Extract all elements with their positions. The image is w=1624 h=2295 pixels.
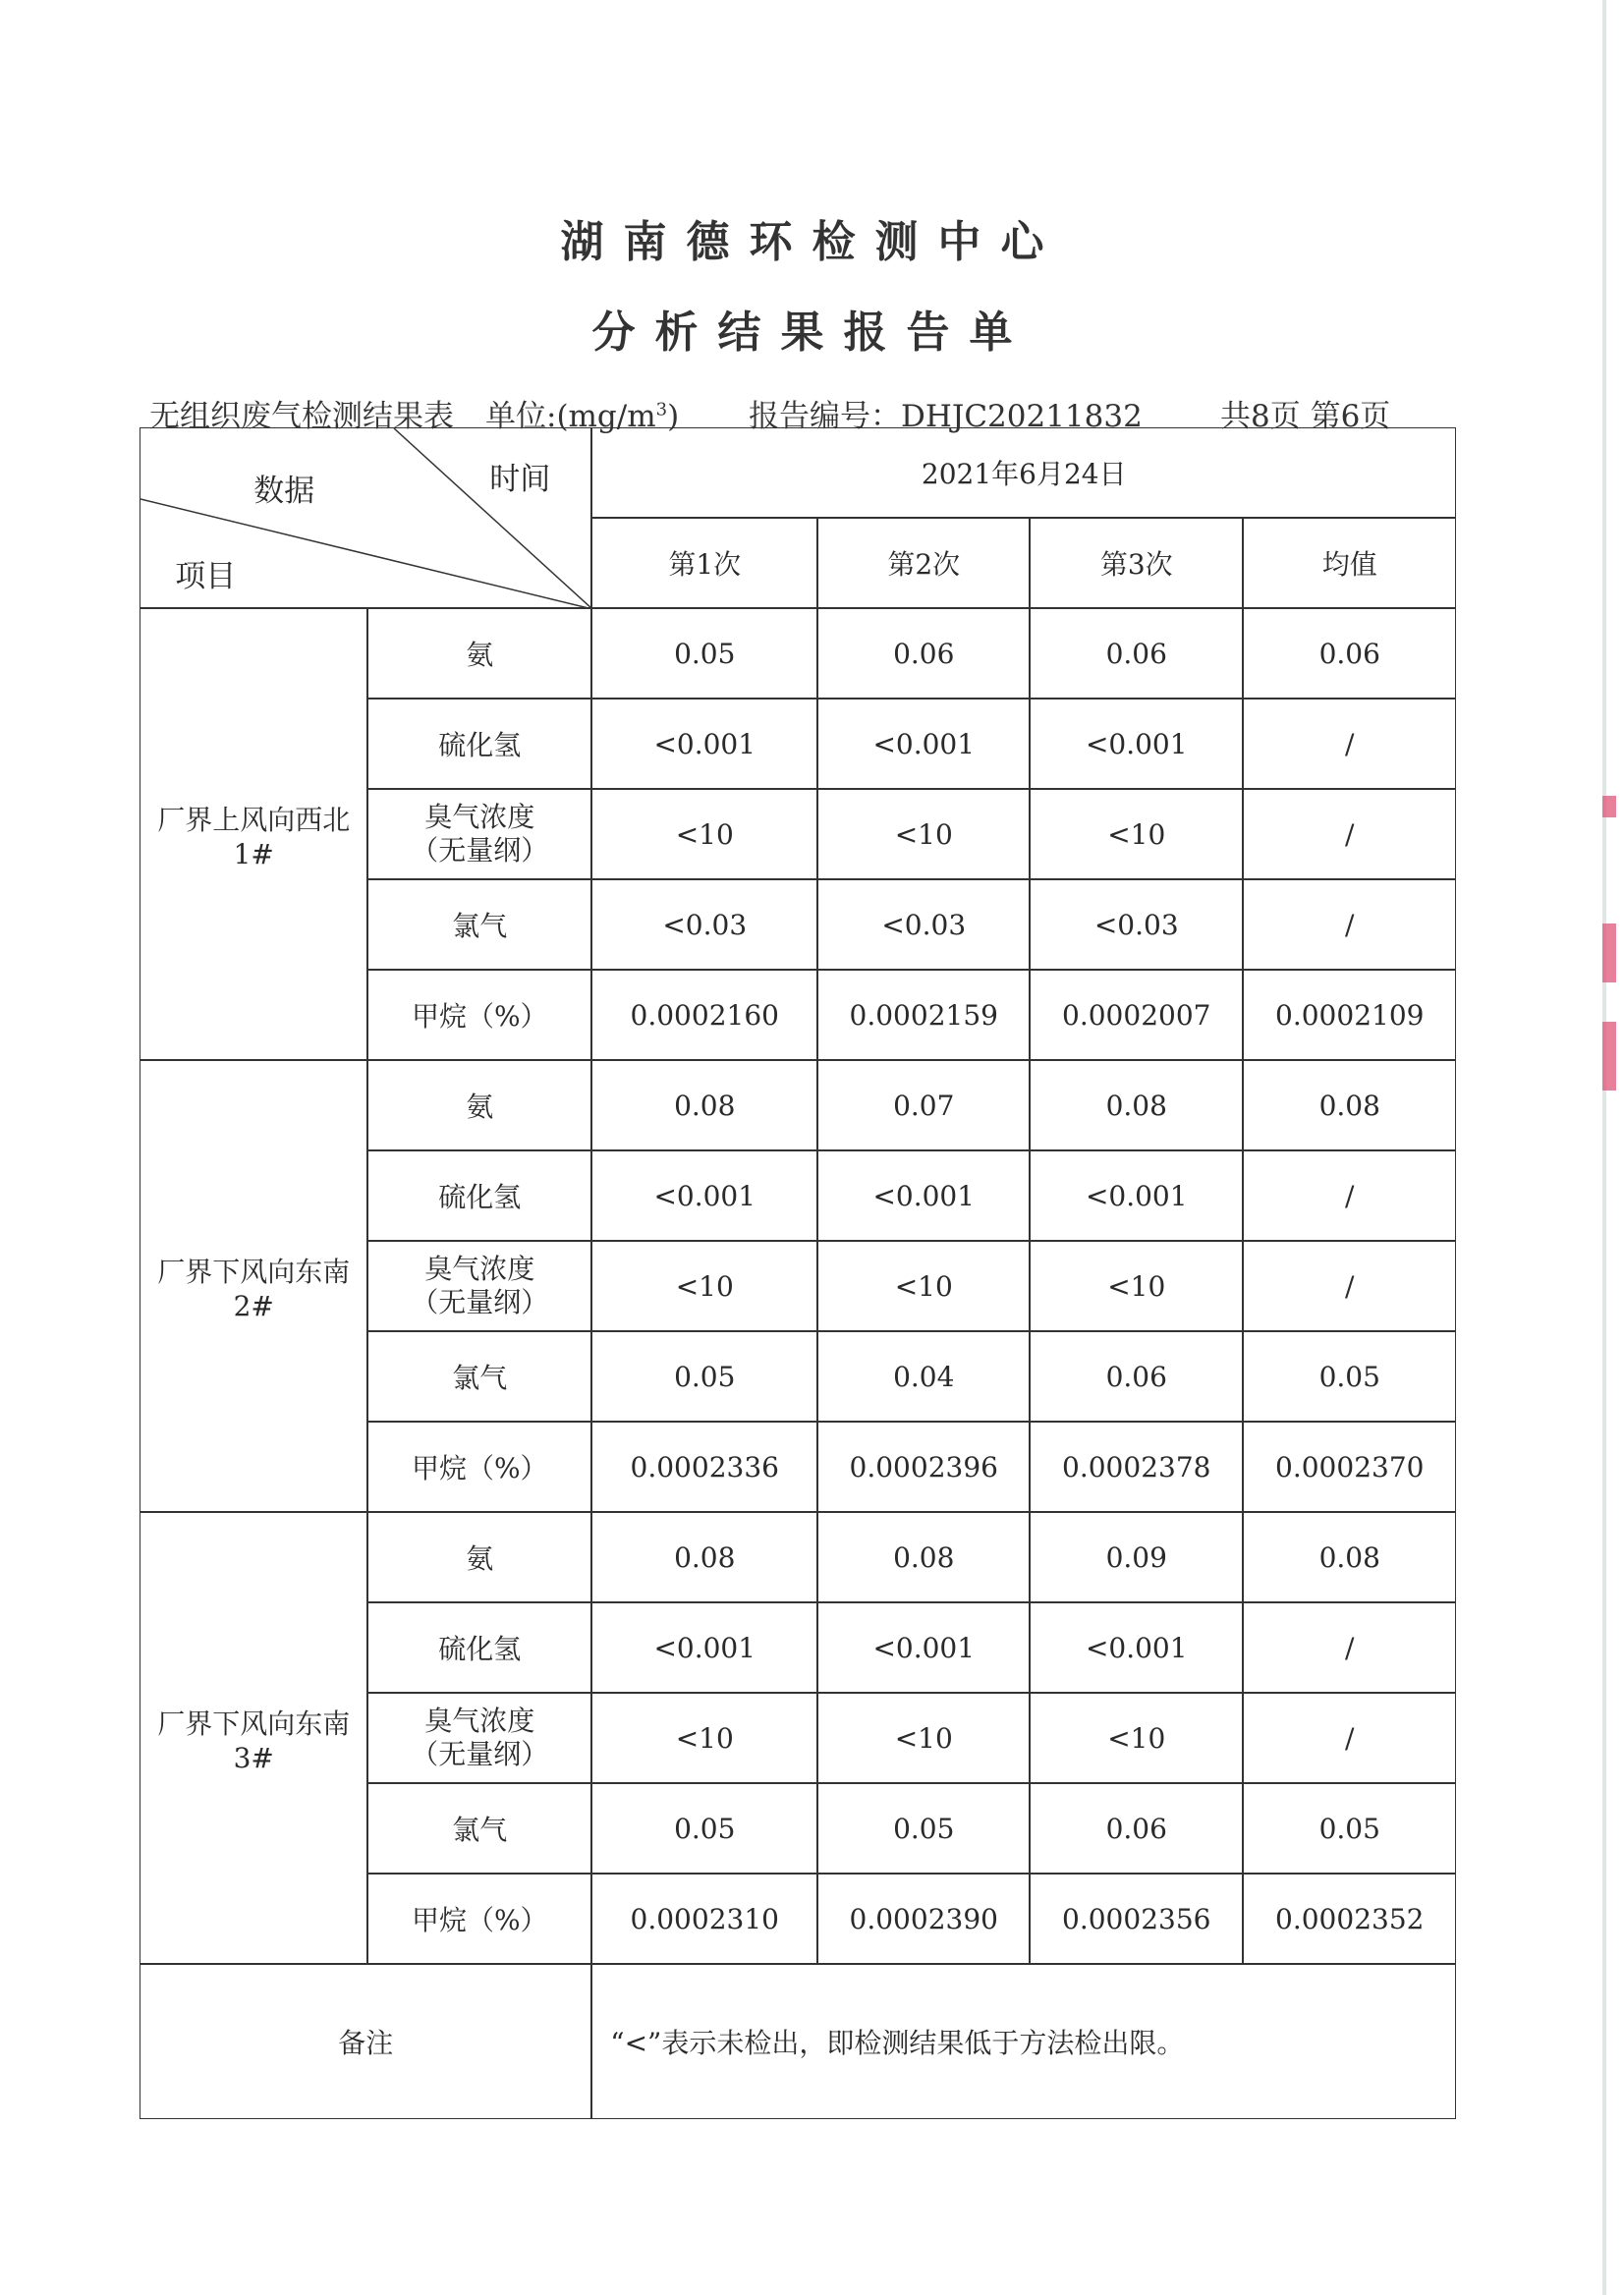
report-number: 报告编号：DHJC20211832 [749, 399, 1143, 434]
value-cell: <0.001 [591, 1150, 817, 1241]
value-cell: 0.05 [817, 1783, 1030, 1874]
value-cell: 0.04 [817, 1331, 1030, 1422]
item-name-cell: 甲烷（%） [367, 970, 591, 1060]
value-cell: 0.05 [591, 608, 817, 699]
item-name-cell: 甲烷（%） [367, 1422, 591, 1512]
value-cell: 0.0002007 [1030, 970, 1243, 1060]
item-name: 臭气浓度 [424, 1705, 535, 1738]
value-cell: <0.001 [1030, 1602, 1243, 1693]
item-name-cell: 氯气 [367, 1783, 591, 1874]
item-name-cell [367, 1693, 591, 1783]
site-name-cell: 厂界下风向东南3# [140, 1512, 367, 1964]
seal-fragment [1602, 1022, 1616, 1091]
value-cell: <0.001 [591, 699, 817, 789]
value-cell: 0.06 [1243, 608, 1456, 699]
seal-fragment [1602, 796, 1616, 817]
value-cell: <10 [1030, 1693, 1243, 1783]
value-cell: 0.0002160 [591, 970, 817, 1060]
value-cell: <10 [591, 1241, 817, 1331]
value-cell: 0.0002370 [1243, 1422, 1456, 1512]
value-cell: <10 [1030, 1241, 1243, 1331]
value-cell: <0.03 [1030, 879, 1243, 970]
value-cell: 0.0002390 [817, 1874, 1030, 1964]
value-cell: 0.0002378 [1030, 1422, 1243, 1512]
value-cell: / [1243, 1602, 1456, 1693]
value-cell: 0.0002396 [817, 1422, 1030, 1512]
value-cell: <10 [817, 789, 1030, 879]
value-cell: 0.0002336 [591, 1422, 817, 1512]
value-cell: 0.05 [591, 1783, 817, 1874]
value-cell: / [1243, 789, 1456, 879]
value-cell: 0.05 [591, 1331, 817, 1422]
site-name-cell: 厂界上风向西北1# [140, 608, 367, 1060]
report-meta [149, 391, 1456, 434]
item-name-cell: 氯气 [367, 1331, 591, 1422]
value-cell: 0.08 [1243, 1060, 1456, 1150]
item-name-cell: 硫化氢 [367, 699, 591, 789]
table-name: 无组织废气检测结果表 [149, 399, 454, 434]
value-cell: <0.03 [817, 879, 1030, 970]
remark-text-cell: “<”表示未检出，即检测结果低于方法检出限。 [591, 1964, 1456, 2119]
corner-label-data: 数据 [253, 474, 315, 510]
corner-label-time: 时间 [489, 462, 551, 498]
value-cell: / [1243, 699, 1456, 789]
value-cell: 0.05 [1243, 1331, 1456, 1422]
results-table [140, 428, 1457, 2118]
value-cell: <0.001 [817, 1150, 1030, 1241]
value-cell: / [1243, 1241, 1456, 1331]
item-name-cell: 甲烷（%） [367, 1874, 591, 1964]
item-name-cell [367, 1241, 591, 1331]
value-cell: 0.06 [1030, 1331, 1243, 1422]
value-cell: 0.09 [1030, 1512, 1243, 1602]
value-cell: 0.0002159 [817, 970, 1030, 1060]
value-cell: / [1243, 1150, 1456, 1241]
value-cell: 0.08 [1243, 1512, 1456, 1602]
value-cell: 0.06 [1030, 1783, 1243, 1874]
value-cell: 0.08 [1030, 1060, 1243, 1150]
item-name-cell: 硫化氢 [367, 1150, 591, 1241]
item-name-cell: 氨 [367, 1512, 591, 1602]
column-header: 第3次 [1030, 518, 1243, 608]
item-unit-note: （无量纲） [411, 1286, 549, 1319]
value-cell: / [1243, 1693, 1456, 1783]
value-cell: 0.08 [591, 1060, 817, 1150]
value-cell: / [1243, 879, 1456, 970]
column-header: 均值 [1243, 518, 1456, 608]
value-cell: 0.0002356 [1030, 1874, 1243, 1964]
value-cell: <0.001 [591, 1602, 817, 1693]
value-cell: <10 [817, 1241, 1030, 1331]
value-cell: 0.06 [1030, 608, 1243, 699]
item-name: 臭气浓度 [424, 801, 535, 834]
value-cell: <0.001 [1030, 699, 1243, 789]
unit-label: 单位$:(mg/m^3)$ [485, 399, 680, 434]
value-cell: <10 [1030, 789, 1243, 879]
value-cell: <0.001 [817, 699, 1030, 789]
item-name-cell: 氨 [367, 1060, 591, 1150]
item-name-cell: 氯气 [367, 879, 591, 970]
column-header: 第1次 [591, 518, 817, 608]
header-corner-cell [140, 427, 591, 608]
value-cell: 0.08 [591, 1512, 817, 1602]
value-cell: <0.001 [1030, 1150, 1243, 1241]
value-cell: 0.0002310 [591, 1874, 817, 1964]
value-cell: 0.07 [817, 1060, 1030, 1150]
date-header: 2021年6月24日 [591, 427, 1456, 518]
value-cell: 0.06 [817, 608, 1030, 699]
column-header: 第2次 [817, 518, 1030, 608]
item-name-cell [367, 789, 591, 879]
remark-label-cell: 备注 [140, 1964, 591, 2119]
item-unit-note: （无量纲） [411, 1738, 549, 1771]
corner-label-item: 项目 [175, 559, 237, 595]
item-name-cell: 氨 [367, 608, 591, 699]
value-cell: 0.05 [1243, 1783, 1456, 1874]
value-cell: 0.08 [817, 1512, 1030, 1602]
value-cell: <10 [817, 1693, 1030, 1783]
page-info: 共8页 第6页 [1220, 399, 1391, 434]
site-name-cell: 厂界下风向东南2# [140, 1060, 367, 1512]
page-title: 湖南德环检测中心 [560, 217, 1064, 267]
item-name-cell: 硫化氢 [367, 1602, 591, 1693]
value-cell: <10 [591, 789, 817, 879]
value-cell: <10 [591, 1693, 817, 1783]
value-cell: <0.001 [817, 1602, 1030, 1693]
value-cell: 0.0002352 [1243, 1874, 1456, 1964]
page-subtitle: 分析结果报告单 [591, 308, 1033, 358]
value-cell: 0.0002109 [1243, 970, 1456, 1060]
value-cell: <0.03 [591, 879, 817, 970]
item-unit-note: （无量纲） [411, 834, 549, 868]
seal-fragment [1602, 924, 1616, 982]
item-name: 臭气浓度 [424, 1253, 535, 1286]
